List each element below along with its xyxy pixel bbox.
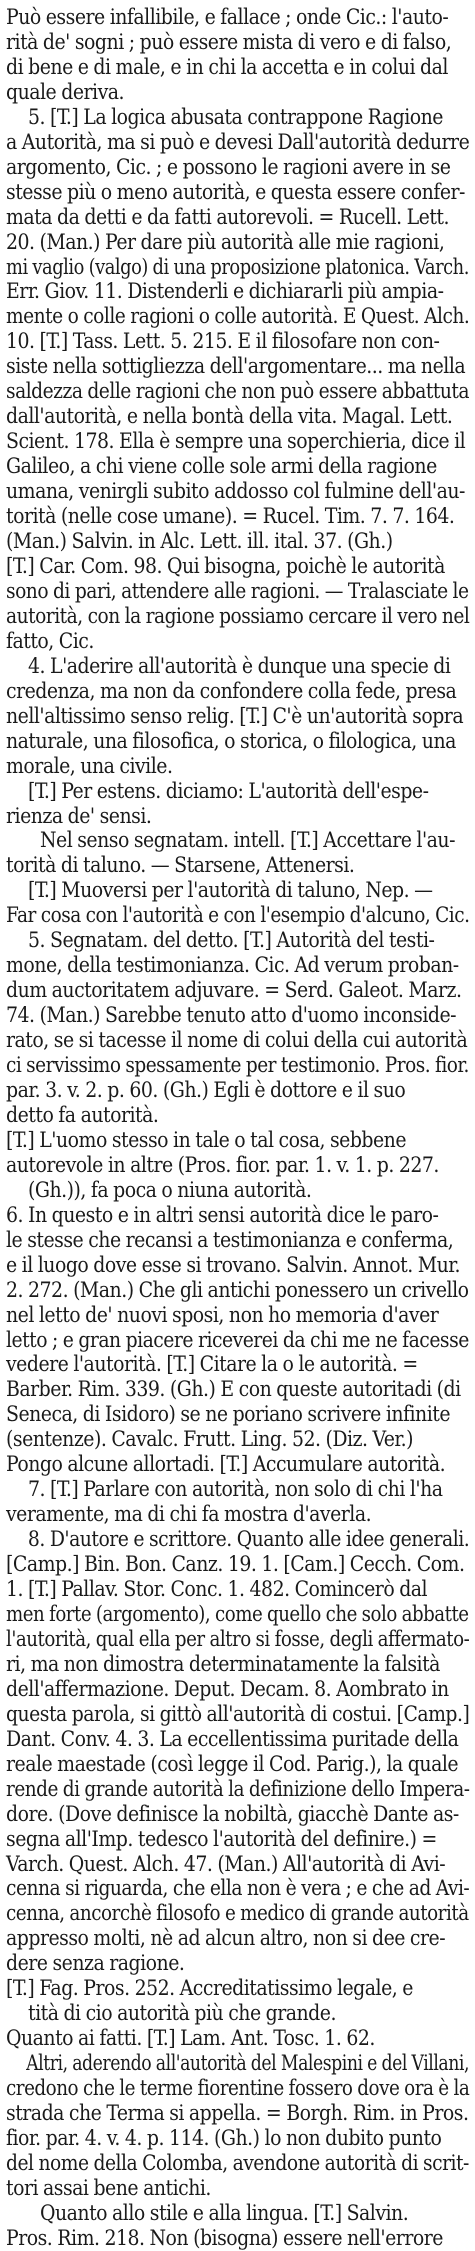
text-line: (Man.) Salvin. in Alc. Lett. ill. ital. 37. (Gh.) bbox=[6, 529, 393, 554]
text-line: credenza, ma non da confondere colla fede, presa bbox=[6, 678, 457, 703]
text-line: ri, ma non dimostra determinatamente la falsità bbox=[6, 1651, 440, 1676]
text-line: mi vaglio (valgo) di una proposizione platonica. Varch. bbox=[6, 254, 469, 279]
text-line: rità de' sogni ; può essere mista di vero e di falso, bbox=[6, 29, 452, 54]
text-line: siste nella sottigliezza dell'argomentare... ma nella bbox=[6, 354, 466, 379]
text-line: Altri, aderendo all'autorità del Malespini e del Villani, bbox=[26, 2051, 470, 2076]
text-line: 2. 272. (Man.) Che gli antichi ponessero un crivello bbox=[6, 1277, 469, 1302]
text-line: dell'affermazione. Deput. Decam. 8. Aombrato in bbox=[6, 1676, 449, 1701]
text-line: stesse più o meno autorità, e questa essere confer- bbox=[6, 179, 465, 204]
text-line: credono che le terme fiorentine fossero dove ora è la bbox=[6, 2076, 470, 2101]
text-line: argomento, Cic. ; e possono le ragioni avere in se bbox=[6, 154, 451, 179]
text-line: Quanto allo stile e alla lingua. [T.] Salvin. bbox=[40, 2200, 409, 2225]
text-line: Pongo alcune allortadi. [T.] Accumulare autorità. bbox=[6, 1452, 446, 1477]
text-line: torità di taluno. — Starsene, Attenersi. bbox=[6, 853, 355, 878]
text-line: [T.] Muoversi per l'autorità di taluno, Nep. — bbox=[28, 878, 433, 903]
text-line: reale maestade (così legge il Cod. Parig.), la quale bbox=[6, 1751, 459, 1776]
text-line: dere senza ragione. bbox=[6, 1951, 185, 1976]
text-line: dum auctoritatem adjuvare. = Serd. Galeot. Marz. bbox=[6, 978, 462, 1003]
text-line: del nome della Colomba, avendone autorità di scrit- bbox=[6, 2150, 469, 2175]
text-line: 4. L'aderire all'autorità è dunque una specie di bbox=[28, 653, 451, 678]
text-line: Può essere infallibile, e fallace ; onde Cic.: l'auto- bbox=[6, 5, 449, 29]
text-line: Barber. Rim. 339. (Gh.) E con queste autoritadi (di bbox=[6, 1377, 461, 1402]
text-line: 5. [T.] La logica abusata contrappone Ragione bbox=[28, 104, 443, 129]
text-line: saldezza delle ragioni che non può essere abbattuta bbox=[6, 379, 470, 404]
text-line: Far cosa con l'autorità e con l'esempio d'alcuno, Cic. bbox=[6, 903, 470, 928]
text-line: Varch. Quest. Alch. 47. (Man.) All'autorità di Avi- bbox=[6, 1851, 446, 1876]
text-line: 6. In questo e in altri sensi autorità dice le paro- bbox=[6, 1202, 439, 1227]
text-line: Seneca, di Isidoro) se ne poriano scrivere infinite bbox=[6, 1402, 451, 1427]
text-line: (Gh.)), fa poca o niuna autorità. bbox=[28, 1177, 312, 1202]
text-line: Galileo, a chi viene colle sole armi della ragione bbox=[6, 454, 437, 479]
text-line: l'autorità, qual ella per altro si fosse, degli affermato- bbox=[6, 1626, 470, 1651]
text-line: autorevole in altre (Pros. fior. par. 1. v. 1. p. 227. bbox=[6, 1152, 439, 1177]
text-line: appresso molti, nè ad alcun altro, non si dee cre- bbox=[6, 1926, 446, 1951]
text-line: 7. [T.] Parlare con autorità, non solo di chi l'ha bbox=[28, 1477, 443, 1502]
text-line: morale, una civile. bbox=[6, 753, 173, 778]
text-line: vedere l'autorità. [T.] Citare la o le autorità. = bbox=[6, 1352, 418, 1377]
text-line: mente o colle ragioni o colle autorità. E Quest. Alch. bbox=[6, 304, 470, 329]
text-line: rienza de' sensi. bbox=[6, 803, 152, 828]
text-line: mata da detti e da fatti autorevoli. = Rucell. Lett. bbox=[6, 204, 450, 229]
text-line: nell'altissimo senso relig. [T.] C'è un'autorità sopra bbox=[6, 703, 464, 728]
text-line: tità di cio autorità più che grande. bbox=[28, 2001, 336, 2026]
text-line: [T.] Fag. Pros. 252. Accreditatissimo legale, e bbox=[6, 1976, 413, 2001]
text-line: fatto, Cic. bbox=[6, 628, 94, 653]
text-line: [T.] L'uomo stesso in tale o tal cosa, sebbene bbox=[6, 1127, 407, 1152]
text-line: dore. (Dove definisce la nobiltà, giacchè Dante as- bbox=[6, 1801, 459, 1826]
text-line: tori assai bene antichi. bbox=[6, 2175, 211, 2200]
text-line: [T.] Car. Com. 98. Qui bisogna, poichè le autorità bbox=[6, 553, 445, 578]
text-line: e il luogo dove esse si trovano. Salvin. Annot. Mur. bbox=[6, 1252, 460, 1277]
text-line: mone, della testimonianza. Cic. Ad verum proban- bbox=[6, 953, 459, 978]
text-line: segna all'Imp. tedesco l'autorità del definire.) = bbox=[6, 1826, 437, 1851]
text-line: 10. [T.] Tass. Lett. 5. 215. E il filosofare non con- bbox=[6, 329, 440, 354]
text-line: quale deriva. bbox=[6, 79, 125, 104]
text-line: cenna si riguarda, che ella non è vera ; e che ad Avi- bbox=[6, 1876, 470, 1901]
text-line: [T.] Per estens. diciamo: L'autorità dell'espe- bbox=[28, 778, 429, 803]
text-line: letto ; e gran piacere riceverei da chi me ne facesse bbox=[6, 1327, 469, 1352]
text-line: par. 3. v. 2. p. 60. (Gh.) Egli è dottore e il suo bbox=[6, 1077, 406, 1102]
text-line: autorità, con la ragione possiamo cercare il vero nel bbox=[6, 603, 470, 628]
text-line: ci servissimo spessamente per testimonio. Pros. fior. bbox=[6, 1053, 469, 1078]
text-line: dall'autorità, e nella bontà della vita. Magal. Lett. bbox=[6, 404, 453, 429]
text-line: Err. Giov. 11. Distenderli e dichiararli più ampia- bbox=[6, 279, 444, 304]
text-line: cenna, ancorchè filosofo e medico di grande autorità bbox=[6, 1901, 469, 1926]
text-line: fior. par. 4. v. 4. p. 114. (Gh.) lo non dubito punto bbox=[6, 2126, 442, 2151]
text-line: questa parola, si gittò all'autorità di costui. [Camp.] bbox=[6, 1701, 470, 1726]
text-line: di bene e di male, e in chi la accetta e in colui dal bbox=[6, 54, 448, 79]
text-line: torità (nelle cose umane). = Rucel. Tim. 7. 7. 164. bbox=[6, 504, 455, 529]
text-line: le stesse che recansi a testimonianza e conferma, bbox=[6, 1227, 454, 1252]
text-line: 5. Segnatam. del detto. [T.] Autorità del testi- bbox=[28, 928, 435, 953]
text-line: a Autorità, ma si può e devesi Dall'autorità dedurre bbox=[6, 129, 470, 154]
text-line: umana, venirgli subito addosso col fulmine dell'au- bbox=[6, 479, 465, 504]
text-line: rato, se si tacesse il nome di colui della cui autorità bbox=[6, 1028, 468, 1053]
text-line: 1. [T.] Pallav. Stor. Conc. 1. 482. Comincerò dal bbox=[6, 1577, 428, 1602]
text-line: sono di pari, attendere alle ragioni. — Tralasciate le bbox=[6, 578, 469, 603]
text-line: men forte (argomento), come quello che solo abbatte bbox=[6, 1602, 469, 1626]
text-line: strada che Terma si appella. = Borgh. Rim. in Pros. bbox=[6, 2101, 469, 2126]
text-line: Pros. Rim. 218. Non (bisogna) essere nell'errore bbox=[6, 2225, 443, 2250]
text-line: Scient. 178. Ella è sempre una soperchieria, dice il bbox=[6, 429, 466, 454]
text-line: Quanto ai fatti. [T.] Lam. Ant. Tosc. 1. 62. bbox=[6, 2026, 375, 2051]
text-line: 20. (Man.) Per dare più autorità alle mie ragioni, bbox=[6, 229, 445, 254]
text-line: Dant. Conv. 4. 3. La eccellentissima puritade della bbox=[6, 1726, 459, 1751]
text-line: 8. D'autore e scrittore. Quanto alle idee generali. bbox=[27, 1527, 470, 1552]
text-line: rende di grande autorità la definizione dello Impera- bbox=[6, 1776, 470, 1801]
dictionary-column bbox=[6, 5, 469, 2251]
text-line: naturale, una filosofica, o storica, o filologica, una bbox=[6, 728, 456, 753]
text-line: nel letto de' nuovi sposi, non ho memoria d'aver bbox=[6, 1302, 439, 1327]
text-line: [Camp.] Bin. Bon. Canz. 19. 1. [Cam.] Cecch. Com. bbox=[6, 1552, 465, 1577]
text-line: detto fa autorità. bbox=[6, 1102, 159, 1127]
text-line: veramente, ma di chi fa mostra d'averla. bbox=[6, 1502, 372, 1527]
text-line: (sentenze). Cavalc. Frutt. Ling. 52. (Diz. Ver.) bbox=[6, 1427, 413, 1452]
text-line: Nel senso segnatam. intell. [T.] Accettare l'au- bbox=[40, 828, 455, 853]
text-line: 74. (Man.) Sarebbe tenuto atto d'uomo inconside- bbox=[6, 1003, 457, 1028]
